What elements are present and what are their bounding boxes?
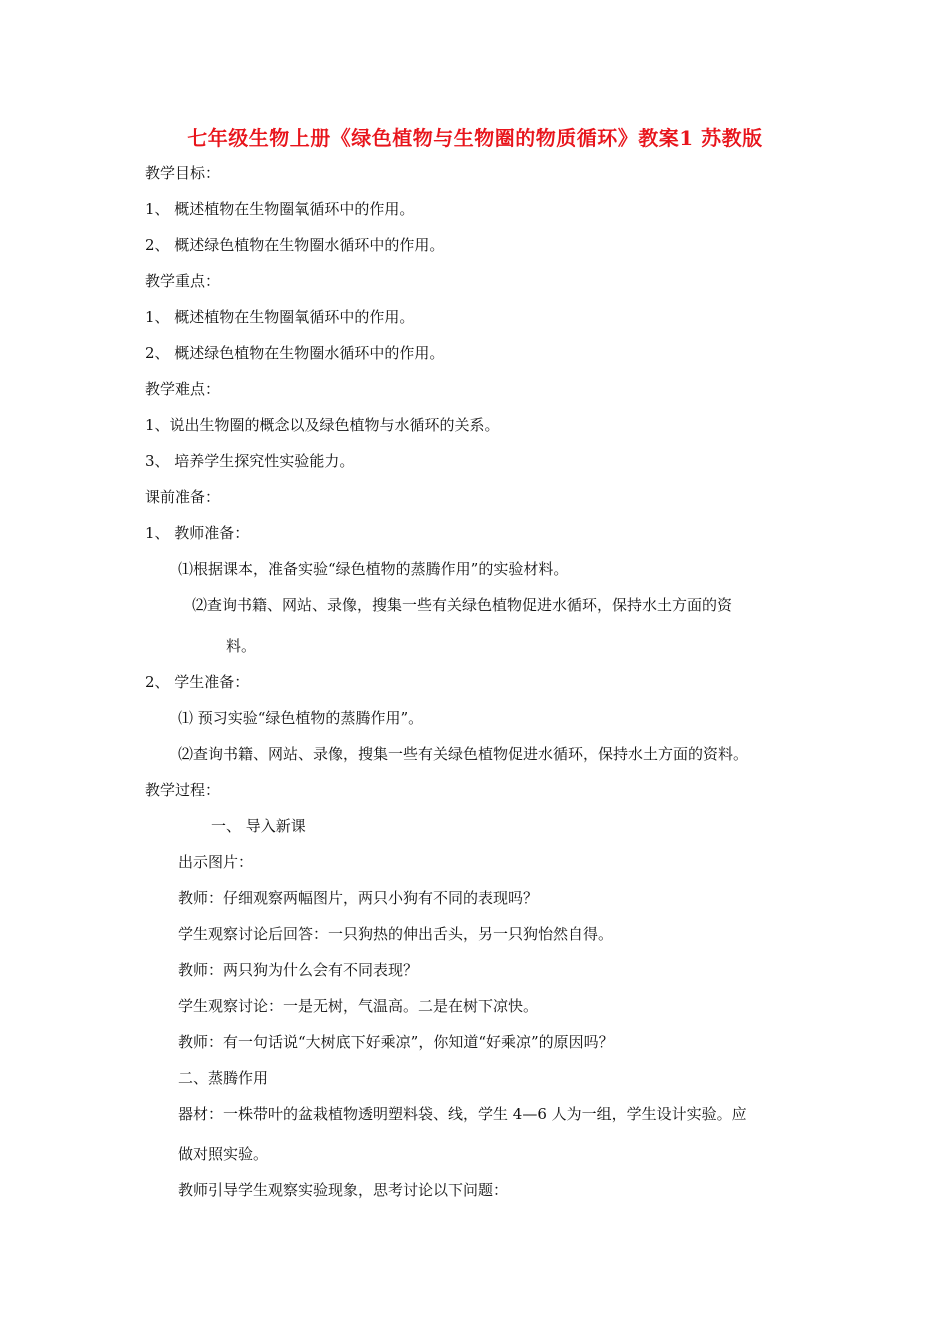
text-line: 出示图片： — [178, 853, 254, 871]
text-line: 1、 概述植物在生物圈氧循环中的作用。 — [145, 308, 415, 326]
text-line: 教师：仔细观察两幅图片，两只小狗有不同的表现吗？ — [178, 889, 539, 907]
text-line: 学生观察讨论后回答：一只狗热的伸出舌头，另一只狗怡然自得。 — [178, 925, 614, 943]
text-line: 2、 概述绿色植物在生物圈水循环中的作用。 — [145, 344, 445, 362]
text-line: 一、 导入新课 — [211, 817, 306, 835]
text-line: 课前准备： — [145, 488, 221, 506]
text-line: 器材：一株带叶的盆栽植物透明塑料袋、线，学生 4—6 人为一组，学生设计实验。应 — [178, 1105, 747, 1123]
text-line: 做对照实验。 — [178, 1145, 269, 1163]
text-line: 料。 — [226, 637, 257, 655]
text-line: 教师：有一句话说“大树底下好乘凉”，你知道“好乘凉”的原因吗？ — [178, 1033, 614, 1051]
page-title: 七年级生物上册《绿色植物与生物圈的物质循环》教案1 苏教版 — [187, 126, 763, 150]
text-line: 2、 概述绿色植物在生物圈水循环中的作用。 — [145, 236, 445, 254]
text-line: ⑵查询书籍、网站、录像，搜集一些有关绿色植物促进水循环，保持水土方面的资料。 — [178, 745, 749, 763]
text-line: 学生观察讨论：一是无树，气温高。二是在树下凉快。 — [178, 997, 539, 1015]
text-line: ⑴ 预习实验“绿色植物的蒸腾作用”。 — [178, 709, 424, 727]
text-line: 教学过程： — [145, 781, 221, 799]
text-line: 教学目标： — [145, 164, 221, 182]
text-line: ⑵查询书籍、网站、录像，搜集一些有关绿色植物促进水循环，保持水土方面的资 — [192, 596, 733, 614]
text-line: 3、 培养学生探究性实验能力。 — [145, 452, 355, 470]
text-line: ⑴根据课本，准备实验“绿色植物的蒸腾作用”的实验材料。 — [178, 560, 569, 578]
text-line: 教学重点： — [145, 272, 221, 290]
text-line: 教师引导学生观察实验现象，思考讨论以下问题： — [178, 1181, 509, 1199]
text-line: 二、蒸腾作用 — [178, 1069, 269, 1087]
text-line: 教师：两只狗为什么会有不同表现？ — [178, 961, 419, 979]
text-line: 1、说出生物圈的概念以及绿色植物与水循环的关系。 — [145, 416, 500, 434]
text-line: 1、 教师准备： — [145, 524, 250, 542]
text-line: 2、 学生准备： — [145, 673, 250, 691]
text-line: 教学难点： — [145, 380, 221, 398]
text-line: 1、 概述植物在生物圈氧循环中的作用。 — [145, 200, 415, 218]
